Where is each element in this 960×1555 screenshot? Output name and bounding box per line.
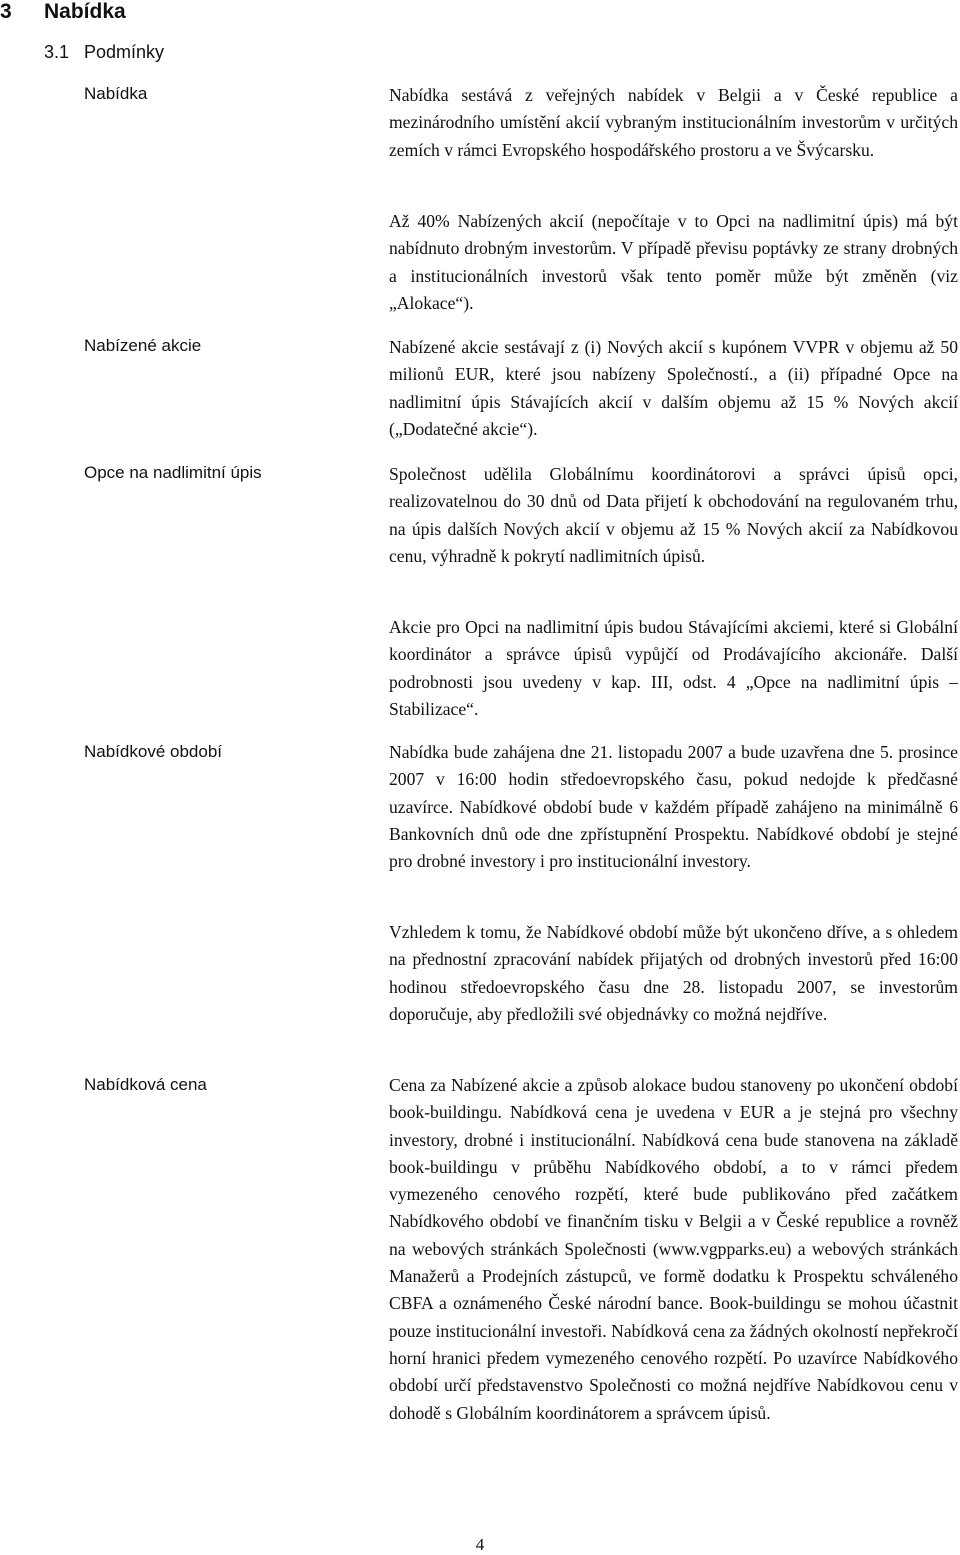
paragraph: Nabízené akcie sestávají z (i) Nových akcií s kupónem VVPR v objemu až 50 milionů EUR, které jsou nabízeny Společností., a (ii) případné Opce na nadlimitní úpis Stávajících akcií v dalším objemu až 15 % Nových akcií („Dodatečné akcie“). [389, 337, 958, 439]
section-heading [0, 0, 126, 24]
paragraph: Vzhledem k tomu, že Nabídkové období může být ukončeno dříve, a s ohledem na přednostní zpracování nabídek přijatých od drobných investorů před 16:00 hodinou středoevropského času dne 28. listopadu 2007, se investorům doporučuje, aby předložili své objednávky co možná nejdříve. [389, 922, 958, 1024]
row-label-opce: Opce na nadlimitní úpis [84, 463, 262, 482]
subsection-title: Podmínky [84, 42, 165, 62]
paragraph: Až 40% Nabízených akcií (nepočítaje v to Opci na nadlimitní úpis) má být nabídnuto drobným investorům. V případě převisu poptávky ze strany drobných a institucionálních investorů však tento poměr může být změněn (viz „Alokace“). [389, 211, 958, 313]
row-label-nabidka: Nabídka [84, 84, 148, 103]
row-label-nabidkove-obdobi: Nabídkové období [84, 742, 222, 761]
page-number: 4 [475, 1535, 485, 1554]
subsection-number: 3.1 [44, 42, 70, 62]
paragraph: Cena za Nabízené akcie a způsob alokace budou stanoveny po ukončení období book-buildingu. Nabídková cena je uvedena v EUR a je stejná pro všechny investory, drobné i institucionální. Nabídková cena bude stanovena na základě book-buildingu v průběhu Nabídkového období, a to v rámci předem vymezeného cenového rozpětí, které bude publikováno před začátkem Nabídkového období ve finančním tisku v Belgii a v České republice a rovněž na webových stránkách Společnosti (www.vgpparks.eu) a webových stránkách Manažerů a Prodejních zástupců, ve formě dodatku k Prospektu schváleného CBFA a oznámeného České národní bance. Book-buildingu se mohou účastnit pouze institucionální investoři. Nabídková cena za žádných okolností nepřekročí horní hranici předem vymezeného cenového rozpětí. Po uzavírce Nabídkového období určí představenstvo Společnosti co možná nejdříve Nabídkovou cenu v dohodě s Globálním koordinátorem a správcem úpisů. [389, 1075, 958, 1423]
paragraph: Společnost udělila Globálnímu koordinátorovi a správci úpisů opci, realizovatelnou do 30 dnů od Data přijetí k obchodování na regulovaném trhu, na úpis dalších Nových akcií v objemu až 15 % Nových akcií za Nabídkovou cenu, výhradně k pokrytí nadlimitních úpisů. [389, 464, 958, 566]
paragraph: Nabídka bude zahájena dne 21. listopadu 2007 a bude uzavřena dne 5. prosince 2007 v 16:00 hodin středoevropského času, pokud nedojde k předčasné uzavírce. Nabídkové období bude v každém případě zahájeno na minimálně 6 Bankovních dnů ode dne zpřístupnění Prospektu. Nabídkové období je stejné pro drobné investory i pro institucionální investory. [389, 742, 958, 872]
row-label-nabizene-akcie: Nabízené akcie [84, 336, 202, 355]
subsection-heading [44, 40, 164, 64]
section-number: 3 [0, 0, 12, 23]
paragraph: Nabídka sestává z veřejných nabídek v Belgii a v České republice a mezinárodního umístění akcií vybraným institucionálním investorům v určitých zemích v rámci Evropského hospodářského prostoru a ve Švýcarsku. [389, 85, 958, 160]
section-title: Nabídka [44, 0, 126, 23]
row-label-nabidkova-cena: Nabídková cena [84, 1075, 207, 1094]
paragraph: Akcie pro Opci na nadlimitní úpis budou Stávajícími akciemi, které si Globální koordinátor a správce úpisů vypůjčí od Prodávajícího akcionáře. Další podrobnosti jsou uvedeny v kap. III, odst. 4 „Opce na nadlimitní úpis – Stabilizace“. [389, 617, 958, 719]
